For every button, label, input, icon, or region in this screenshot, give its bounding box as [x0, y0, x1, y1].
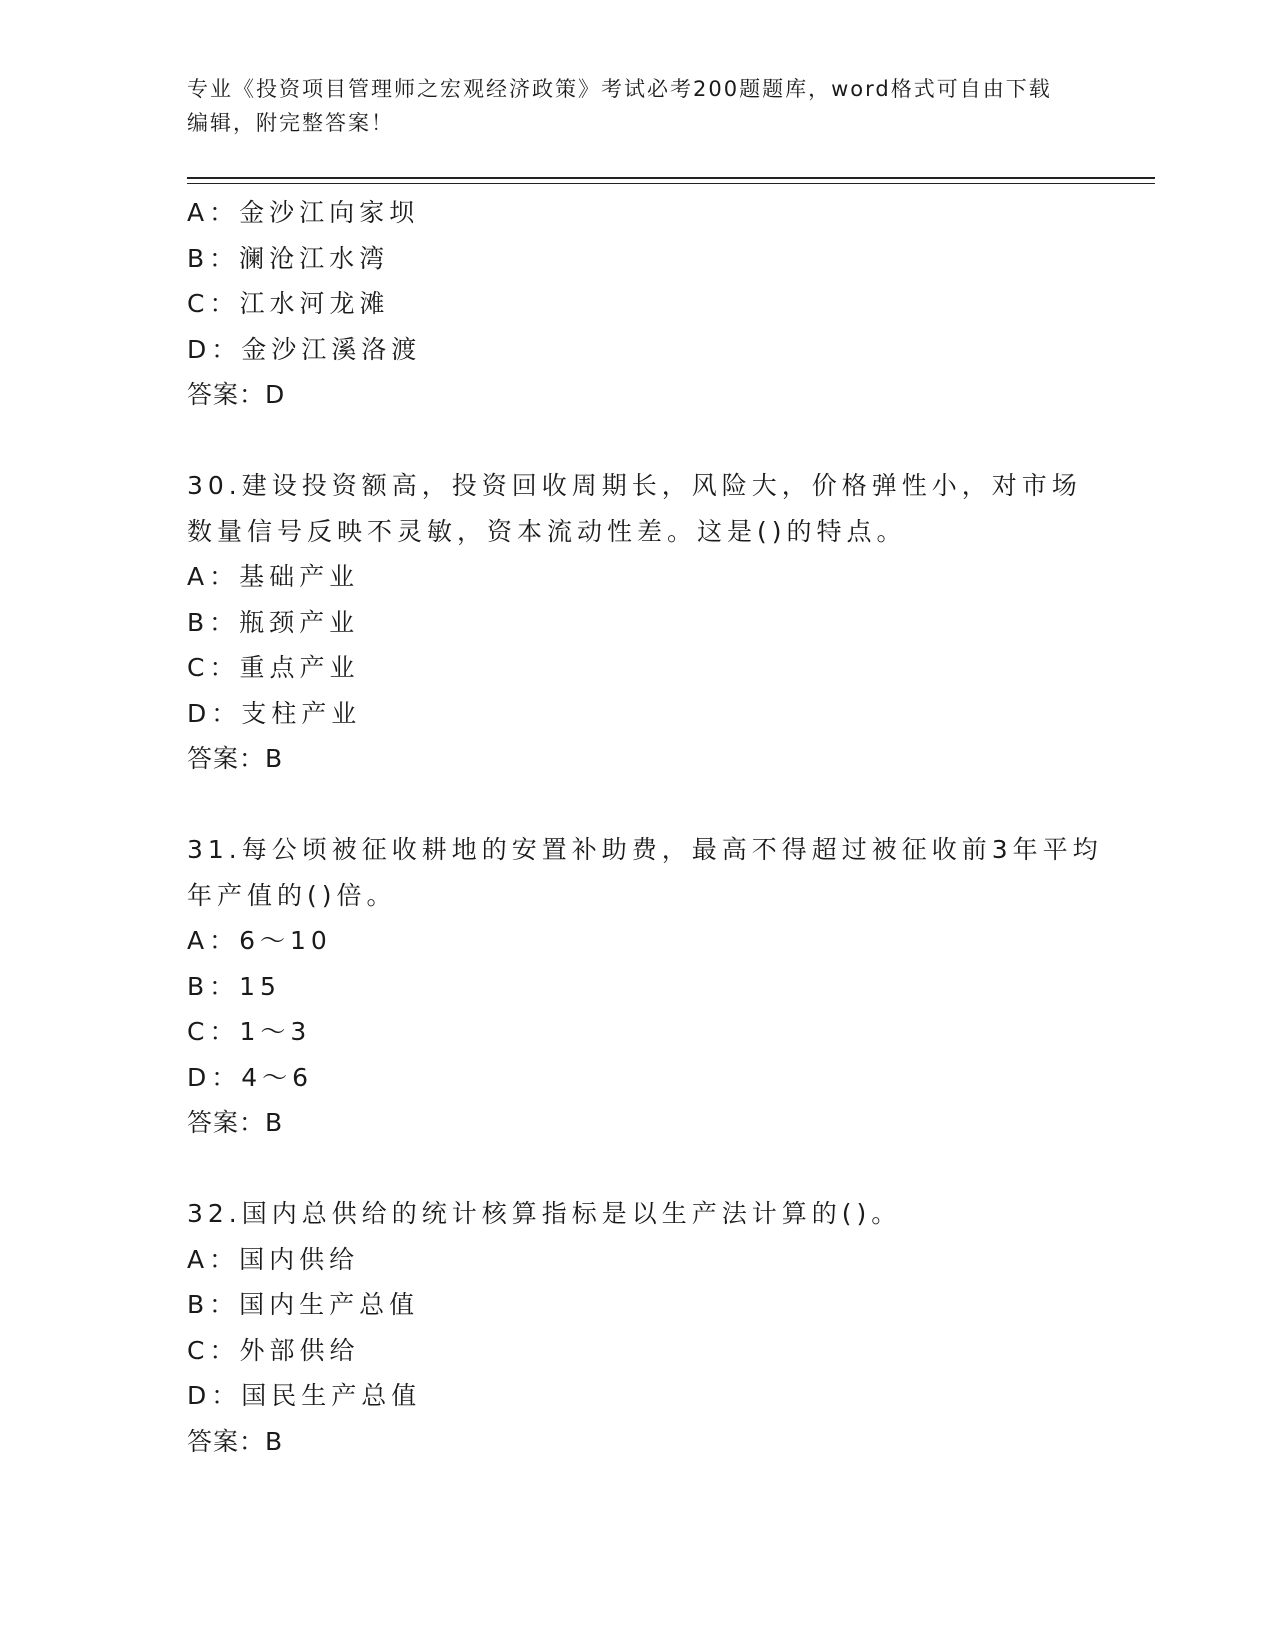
question-32: [187, 1191, 1107, 1464]
option-d: D：国民生产总值: [187, 1381, 422, 1410]
option-d: D：4～6: [187, 1062, 314, 1092]
option-b: B：15: [187, 971, 281, 1001]
option-a: A：6～10: [187, 926, 332, 955]
option-a: A：金沙江向家坝: [187, 198, 420, 227]
question-stem: 30.建设投资额高，投资回收周期长，风险大，价格弹性小，对市场数量信号反映不灵敏，资本流动性差。这是()的特点。: [187, 471, 1082, 546]
question-29-tail: [187, 190, 1107, 418]
question-stem: 31.每公顷被征收耕地的安置补助费，最高不得超过被征收前3年平均年产值的()倍。: [187, 835, 1103, 910]
question-stem: 32.国内总供给的统计核算指标是以生产法计算的()。: [187, 1199, 902, 1228]
document-header: 专业《投资项目管理师之宏观经济政策》考试必考200题题库，word格式可自由下载编辑，附完整答案！: [187, 77, 1052, 135]
option-c: C：重点产业: [187, 653, 360, 682]
option-d: D：支柱产业: [187, 698, 362, 728]
option-c: C：江水河龙滩: [187, 289, 390, 318]
header-rule-thick: [187, 177, 1155, 179]
option-a: A：国内供给: [187, 1244, 360, 1274]
option-d: D：金沙江溪洛渡: [187, 334, 422, 364]
answer: 答案：B: [187, 1426, 284, 1456]
option-a: A：基础产业: [187, 562, 360, 591]
option-b: B：瓶颈产业: [187, 607, 360, 637]
option-c: C：外部供给: [187, 1335, 360, 1365]
answer: 答案：B: [187, 1108, 284, 1137]
question-list: [187, 190, 1107, 1464]
header-rule-thin: [187, 183, 1155, 184]
option-b: B：澜沧江水湾: [187, 243, 390, 273]
answer: 答案：B: [187, 744, 284, 773]
option-b: B：国内生产总值: [187, 1290, 420, 1319]
question-30: [187, 463, 1107, 782]
answer: 答案：D: [187, 380, 286, 409]
question-31: [187, 827, 1107, 1146]
option-c: C：1～3: [187, 1017, 312, 1046]
